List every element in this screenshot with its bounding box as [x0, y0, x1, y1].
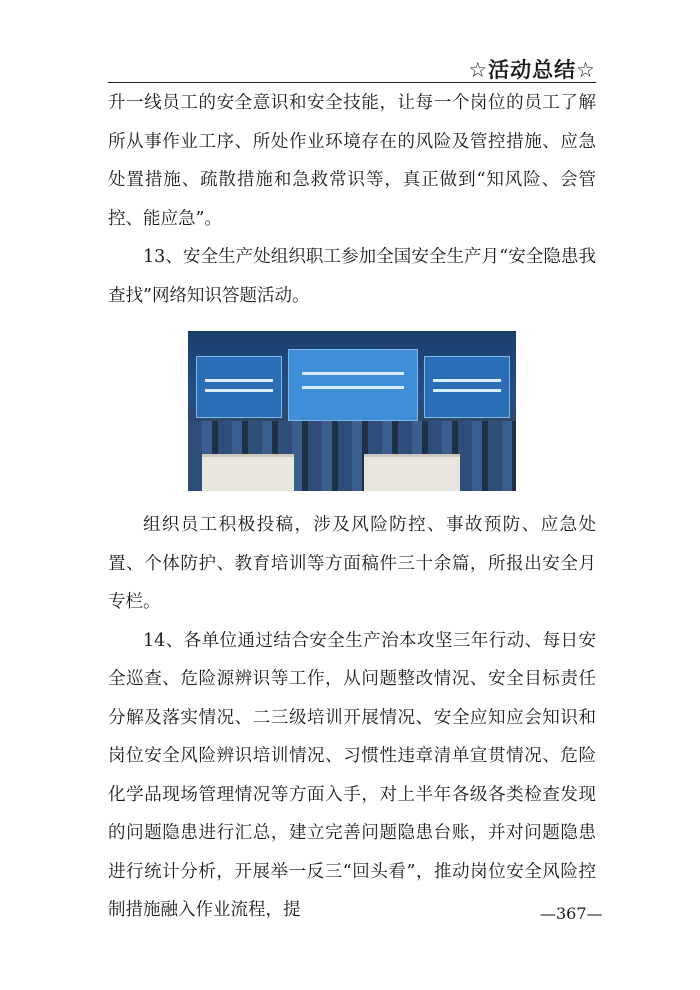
section-title: ☆活动总结☆	[468, 58, 596, 82]
page-body	[108, 84, 596, 930]
page-number: —367—	[540, 904, 603, 923]
main-screen	[288, 349, 418, 421]
side-screen-right	[424, 356, 510, 418]
paragraph-continued: 升一线员工的安全意识和安全技能，让每一个岗位的员工了解所从事作业工序、所处作业环境存在的风险及管控措施、应急处置措施、疏散措施和急救常识等，真正做到“知风险、会管控、能应急”。	[108, 93, 596, 229]
table-left	[202, 454, 294, 491]
paragraph-item-13: 13、安全生产处组织职工参加全国安全生产月“安全隐患我查找”网络知识答题活动。	[108, 247, 596, 306]
paragraph-submissions: 组织员工积极投稿，涉及风险防控、事故预防、应急处置、个体防护、教育培训等方面稿件三十余篇，所报出安全月专栏。	[108, 515, 596, 612]
paragraph-item-14: 14、各单位通过结合安全生产治本攻坚三年行动、每日安全巡查、危险源辨识等工作，从问题整改情况、安全目标责任分解及落实情况、二三级培训开展情况、安全应知应会知识和岗位安全风险辨识培训情况、习惯性违章清单宣贯情况、危险化学品现场管理情况等方面入手，对上半年各级各类检查发现的问题隐患进行汇总，建立完善问题隐患台账，并对问题隐患进行统计分析，开展举一反三“回头看”，推动岗位安全风险控制措施融入作业流程，提	[108, 630, 596, 920]
page-header	[108, 52, 596, 83]
table-right	[364, 454, 460, 491]
side-screen-left	[196, 356, 282, 418]
meeting-photo	[188, 331, 516, 491]
